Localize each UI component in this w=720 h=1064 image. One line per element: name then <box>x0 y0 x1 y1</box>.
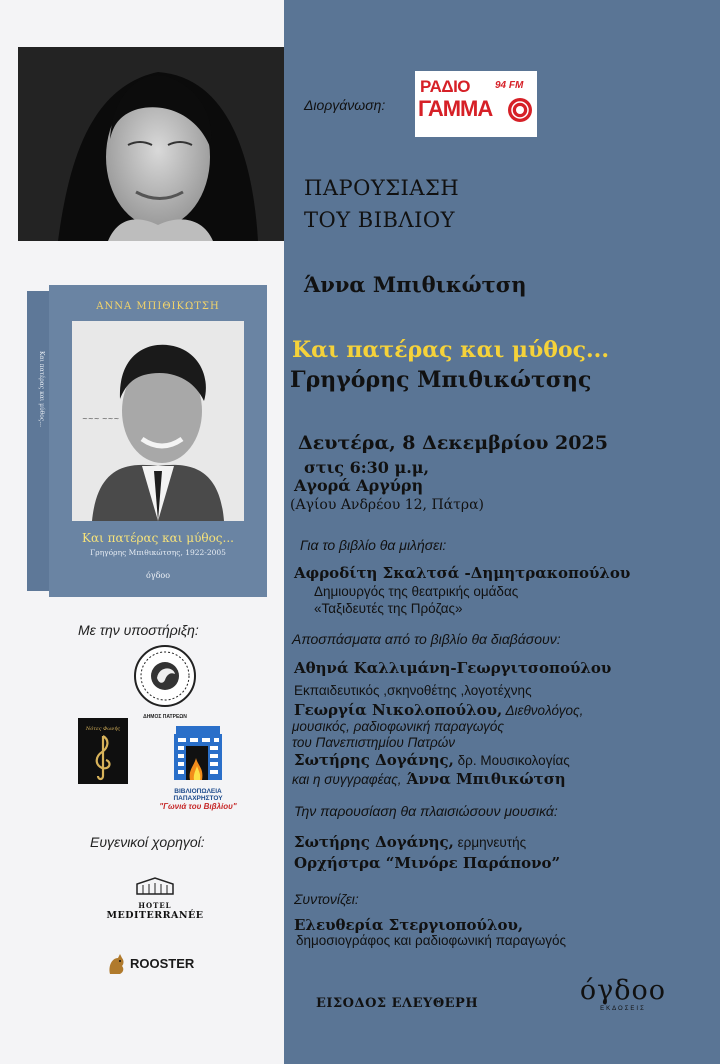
event-venue: Αγορά Αργύρη <box>294 476 424 495</box>
event-date: Δευτέρα, 8 Δεκεμβρίου 2025 <box>298 432 608 454</box>
rooster-logo <box>106 952 216 978</box>
reader3-name: Σωτήρης Δογάνης, <box>294 751 454 769</box>
radio-gamma-logo <box>415 71 537 137</box>
author-photo <box>18 47 284 241</box>
music-label: Την παρουσίαση θα πλαισιώσουν μουσικά: <box>294 803 558 819</box>
bookshop-name: ΒΙΒΛΙΟΠΩΛΕΙΑ ΠΑΠΑΧΡΗΣΤΟΥ <box>173 788 223 802</box>
speaker-name: Αφροδίτη Σκαλτσά -Δημητρακοπούλου <box>294 564 631 582</box>
book-cover-title: Και πατέρας και μύθος... <box>82 531 234 545</box>
music-logo-text: Νότες Φωνής <box>85 726 121 732</box>
publisher-name: όγδοο <box>579 975 667 1006</box>
book-front <box>49 285 267 597</box>
support-label: Με την υποστήριξη: <box>78 622 199 638</box>
coordinator-name: Ελευθερία Στεργιοπούλου, <box>294 916 524 934</box>
free-entry: ΕΙΣΟΔΟΣ ΕΛΕΥΘΕΡΗ <box>316 996 479 1011</box>
bookshop-subtitle: "Γωνιά του Βιβλίου" <box>159 802 237 811</box>
fireplace-icon <box>170 722 226 782</box>
reader2-role-line2: του Πανεπιστημίου Πατρών <box>292 735 456 750</box>
readers-label: Αποσπάσματα από το βιβλίο θα διαβάσουν: <box>292 631 561 647</box>
organizer-label: Διοργάνωση: <box>304 97 386 113</box>
hotel-building-icon <box>133 876 177 896</box>
book-cover-photo <box>72 321 244 521</box>
book-cover-publisher: όγδοο <box>145 571 171 580</box>
hotel-name: MEDITERRANÉE <box>106 910 204 921</box>
hotel-logo <box>100 876 210 926</box>
publisher-logo <box>568 976 678 1024</box>
bookshop-logo <box>150 722 246 812</box>
book-spine <box>27 291 49 591</box>
presentation-title-line1: ΠΑΡΟΥΣΙΑΣΗ <box>304 176 460 200</box>
musician1-name: Σωτήρης Δογάνης, <box>294 833 454 851</box>
musician1-line <box>294 833 526 851</box>
coordinator-label: Συντονίζει: <box>294 891 359 907</box>
book-cover-subtitle: Γρηγόρης Μπιθικώτσης, 1922-2005 <box>90 548 226 557</box>
author-name: Άννα Μπιθικώτση <box>304 272 527 297</box>
sponsors-label: Ευγενικοί χορηγοί: <box>90 834 205 850</box>
event-time: στις 6:30 μ.μ, <box>304 458 430 477</box>
municipality-name: ΔΗΜΟΣ ΠΑΤΡΕΩΝ <box>143 714 187 720</box>
rooster-icon <box>106 952 126 976</box>
left-column <box>0 0 284 1064</box>
reader1-name: Αθηνά Καλλιμάνη-Γεωργιτσοπούλου <box>294 659 612 677</box>
svg-text:~~~ ~~~: ~~~ ~~~ <box>82 415 120 423</box>
radio-name: ΓΑΜΜΑ <box>418 96 493 121</box>
musician1-role: ερμηνευτής <box>453 835 527 850</box>
reader3-role-prefix: και η συγγραφέας, <box>292 772 402 787</box>
presentation-title-line2: ΤΟΥ ΒΙΒΛΙΟΥ <box>304 208 455 232</box>
right-column <box>284 0 720 1064</box>
event-address: (Αγίου Ανδρέου 12, Πάτρα) <box>290 497 485 513</box>
municipality-logo <box>130 644 200 720</box>
reader3-author-name: Άννα Μπιθικώτση <box>401 770 566 788</box>
publisher-subtitle: ΕΚΔΟΣΕΙΣ <box>600 1006 646 1012</box>
book-cover <box>27 285 267 597</box>
reader1-role: Εκπαιδευτικός ,σκηνοθέτης ,λογοτέχνης <box>294 683 532 698</box>
rooster-name: ROOSTER <box>130 956 195 971</box>
radio-disc-icon <box>507 97 533 123</box>
orchestra-name: Ορχήστρα “Μινόρε Παράπονο” <box>294 854 561 872</box>
book-author: ΑΝΝΑ ΜΠΙΘΙΚΩΤΣΗ <box>96 301 220 312</box>
reader3-line <box>294 751 570 769</box>
speaker-role-line2: «Ταξιδευτές της Πρόζας» <box>314 601 463 616</box>
hotel-word: HOTEL <box>138 901 172 910</box>
radio-frequency: 94 FM <box>495 80 524 91</box>
book-title: Και πατέρας και μύθος... <box>292 337 609 363</box>
reader3-author-line <box>292 770 566 788</box>
book-subject: Γρηγόρης Μπιθικώτσης <box>290 367 592 393</box>
reader2-role-inline: Διεθνολόγος, <box>502 703 584 718</box>
reader2-name: Γεωργία Νικολοπούλου, <box>294 701 503 719</box>
speaker-role-line1: Δημιουργός της θεατρικής ομάδας <box>314 584 519 599</box>
reader2-role-line1: μουσικός, ραδιοφωνική παραγωγός <box>292 719 504 734</box>
speaker-label: Για το βιβλίο θα μιλήσει: <box>300 537 447 553</box>
reader3-role-inline: δρ. Μουσικολογίας <box>453 753 570 768</box>
spine-title: Και πατέρας και μύθος... <box>38 351 45 427</box>
reader2-line <box>294 701 583 719</box>
music-school-logo <box>78 718 128 784</box>
coordinator-role: δημοσιογράφος και ραδιοφωνική παραγωγός <box>296 933 567 948</box>
radio-word: ΡΑΔΙΟ <box>420 77 471 96</box>
